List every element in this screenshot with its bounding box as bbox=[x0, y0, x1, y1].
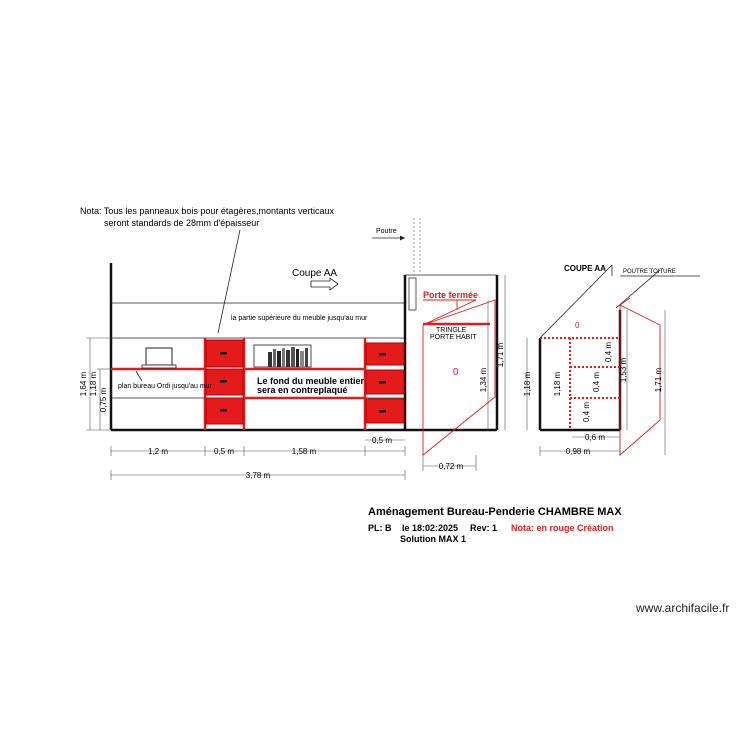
dim-w378: 3,78 m bbox=[245, 471, 271, 480]
poutre-toiture-label: POUTRE TOITURE bbox=[623, 269, 676, 275]
dim-h134: 1,34 m bbox=[479, 367, 488, 393]
nota-line1: Nota: Tous les panneaux bois pour étagères,montants verticaux bbox=[80, 206, 334, 216]
solution-label: Solution MAX 1 bbox=[400, 534, 466, 544]
nota-creation: Nota: en rouge Création bbox=[511, 523, 614, 533]
poutre-arrowhead-icon bbox=[400, 236, 405, 241]
watermark: www.archifacile.fr bbox=[636, 601, 730, 615]
dim-h164: 1,64 m bbox=[79, 371, 88, 397]
section-zero-label: 0 bbox=[575, 321, 580, 330]
tringle-line2: PORTE HABIT bbox=[430, 334, 477, 341]
rev-label: Rev: 1 bbox=[470, 523, 498, 533]
fond-note-line1: Le fond du meuble entier bbox=[257, 376, 365, 386]
section-door-edge bbox=[620, 298, 630, 305]
dim-s118b: 1,18 m bbox=[553, 371, 562, 397]
dim-w072: 0,72 m bbox=[438, 462, 464, 471]
dim-w06: 0,6 m bbox=[584, 433, 606, 442]
monitor-icon bbox=[142, 348, 176, 368]
dim-s04b: 0,4 m bbox=[592, 371, 601, 393]
dim-h118: 1,18 m bbox=[89, 371, 98, 397]
dim-w05b: 0,5 m bbox=[371, 436, 393, 445]
fond-note-line2: sera en contreplaqué bbox=[257, 385, 348, 395]
dim-s171: 1,71 m bbox=[654, 367, 663, 393]
dim-w098: 0,98 m bbox=[565, 447, 591, 456]
door-zero-label: 0 bbox=[453, 367, 459, 378]
dim-w158: 1,58 m bbox=[291, 447, 317, 456]
drawer-handle bbox=[220, 352, 227, 355]
dim-h075: 0,75 m bbox=[99, 387, 108, 413]
dim-w05a: 0,5 m bbox=[213, 447, 235, 456]
drawer-handle bbox=[379, 410, 386, 413]
drawing-title: Aménagement Bureau-Penderie CHAMBRE MAX bbox=[368, 506, 622, 518]
porte-fermee-label: Porte fermée bbox=[423, 290, 479, 300]
books-icon bbox=[254, 345, 311, 367]
front-elevation bbox=[111, 218, 497, 455]
section-view bbox=[523, 264, 700, 456]
dim-h171: 1,71 m bbox=[496, 342, 505, 368]
plan-bureau-leader bbox=[136, 371, 142, 381]
poutre-label: Poutre bbox=[376, 228, 397, 235]
title-block bbox=[368, 506, 622, 544]
drawer-handle bbox=[220, 409, 227, 412]
pl-label: PL: B bbox=[368, 523, 392, 533]
drawer-handle bbox=[379, 353, 386, 356]
tringle-line1: TRINGLE bbox=[436, 327, 467, 334]
dim-s118a: 1,18 m bbox=[523, 371, 532, 397]
dim-s04a: 0,4 m bbox=[604, 341, 613, 363]
plan-bureau-note: plan bureau Ordi jusqu'au mur bbox=[118, 383, 212, 390]
dim-s153: 1,53 m bbox=[619, 357, 628, 383]
drawer-handle bbox=[379, 381, 386, 384]
date-label: le 18:02:2025 bbox=[402, 523, 459, 533]
door-swing-top bbox=[423, 300, 476, 325]
drawer-handle bbox=[220, 380, 227, 383]
nota-line2: seront standards de 28mm d'épaisseur bbox=[104, 218, 260, 228]
coupe-aa-label: Coupe AA bbox=[292, 268, 338, 279]
section-title: COUPE AA bbox=[564, 264, 606, 273]
dim-w12: 1,2 m bbox=[147, 447, 169, 456]
coupe-arrow-icon bbox=[311, 278, 338, 290]
beam-section bbox=[409, 278, 416, 310]
dim-s04c: 0,4 m bbox=[582, 401, 591, 423]
partie-superieure-note: la partie supérieure du meuble jusqu'au mur bbox=[231, 315, 368, 322]
